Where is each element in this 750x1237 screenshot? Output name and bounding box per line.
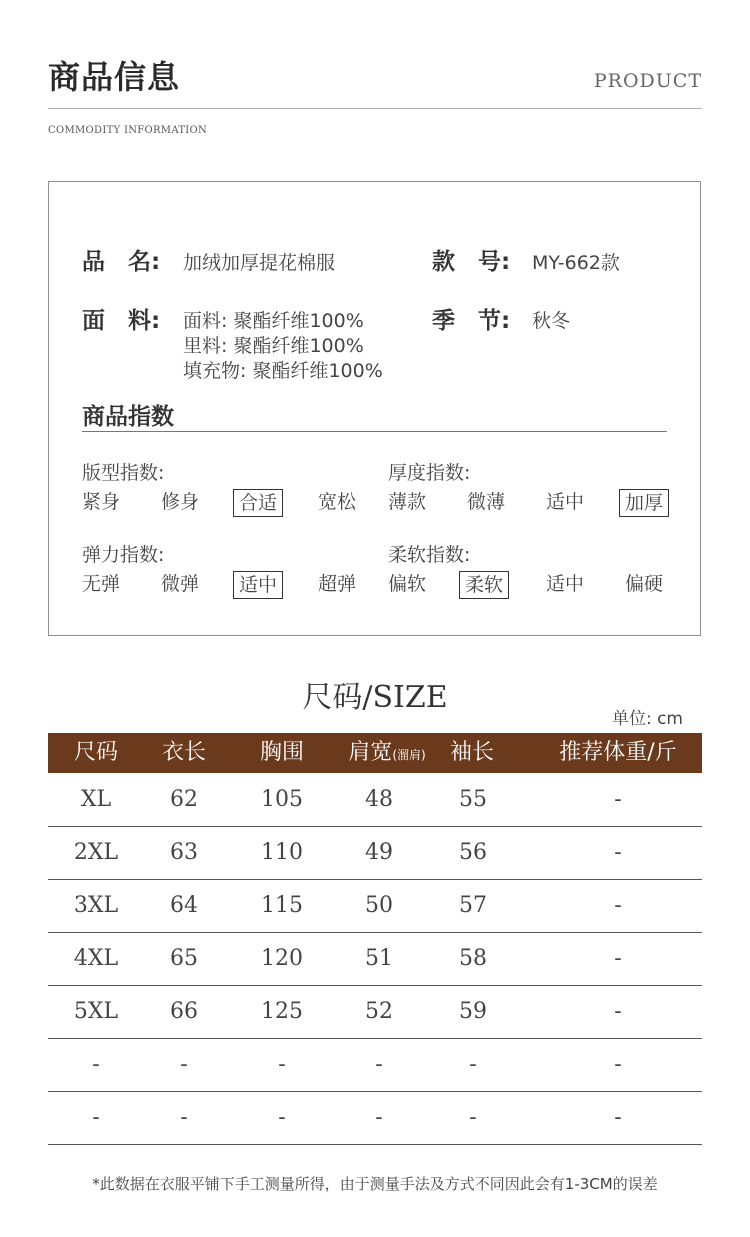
name-label: 品 名: xyxy=(82,249,161,275)
elasticity-option: 无弹 xyxy=(82,573,121,595)
table-cell: - xyxy=(278,1052,286,1077)
table-cell: - xyxy=(375,1052,383,1077)
table-cell: 49 xyxy=(365,840,393,865)
fit-index-label: 版型指数: xyxy=(82,462,165,484)
thickness-index-label: 厚度指数: xyxy=(388,462,471,484)
elasticity-option-selected: 适中 xyxy=(233,571,283,599)
table-cell: 105 xyxy=(261,787,303,812)
table-cell: 110 xyxy=(261,840,303,865)
fit-option: 紧身 xyxy=(82,491,121,513)
softness-option: 偏硬 xyxy=(625,573,664,595)
fit-option: 宽松 xyxy=(318,491,357,513)
fit-option: 修身 xyxy=(161,491,200,513)
fit-option-selected: 合适 xyxy=(233,489,283,517)
col-weight: 推荐体重/斤 xyxy=(559,740,677,765)
table-cell: 120 xyxy=(261,946,303,971)
softness-option: 适中 xyxy=(546,573,585,595)
table-cell: - xyxy=(180,1052,188,1077)
page-subtitle: COMMODITY INFORMATION xyxy=(48,125,208,136)
table-cell: 63 xyxy=(170,840,198,865)
style-value: MY-662款 xyxy=(532,252,620,274)
col-length: 衣长 xyxy=(161,740,206,765)
table-cell: - xyxy=(614,999,622,1024)
season-value: 秋冬 xyxy=(532,310,571,332)
fabric-label: 面 料: xyxy=(82,308,161,334)
table-cell: 66 xyxy=(170,999,198,1024)
name-value: 加绒加厚提花棉服 xyxy=(183,252,336,274)
table-cell: - xyxy=(469,1105,477,1130)
elasticity-option: 超弹 xyxy=(318,573,357,595)
col-shoulder-label: 肩宽 xyxy=(348,740,393,765)
fabric-line-lining: 里料: 聚酯纤维100% xyxy=(183,335,364,357)
table-cell: 56 xyxy=(459,840,487,865)
fabric-line-outer: 面料: 聚酯纤维100% xyxy=(183,310,364,332)
table-cell: 5XL xyxy=(73,999,119,1024)
size-title: 尺码/SIZE xyxy=(302,680,448,715)
table-cell: 59 xyxy=(459,999,487,1024)
col-chest: 胸围 xyxy=(259,740,304,765)
fabric-line-filling: 填充物: 聚酯纤维100% xyxy=(183,360,383,382)
thickness-option-selected: 加厚 xyxy=(619,489,669,517)
table-cell: - xyxy=(375,1105,383,1130)
table-cell: - xyxy=(278,1105,286,1130)
table-cell: 65 xyxy=(170,946,198,971)
table-cell: - xyxy=(92,1052,100,1077)
thickness-option: 微薄 xyxy=(467,491,506,513)
softness-option-selected: 柔软 xyxy=(459,571,509,599)
softness-option: 偏软 xyxy=(388,573,427,595)
table-cell: 57 xyxy=(459,893,487,918)
col-size: 尺码 xyxy=(73,740,118,765)
table-cell: - xyxy=(614,1052,622,1077)
table-row xyxy=(48,827,702,880)
table-cell: 4XL xyxy=(73,946,119,971)
table-cell: 2XL xyxy=(73,840,119,865)
col-sleeve: 袖长 xyxy=(449,740,494,765)
table-cell: 48 xyxy=(365,787,393,812)
table-cell: - xyxy=(614,893,622,918)
page-title: 商品信息 xyxy=(48,58,181,96)
table-cell: - xyxy=(180,1105,188,1130)
unit-label: 单位: cm xyxy=(611,709,683,729)
table-cell: - xyxy=(469,1052,477,1077)
table-cell: - xyxy=(614,946,622,971)
table-row xyxy=(48,880,702,933)
header-divider xyxy=(48,108,702,109)
size-table-header xyxy=(48,733,702,773)
table-cell: 58 xyxy=(459,946,487,971)
table-row xyxy=(48,1092,702,1145)
table-row xyxy=(48,1039,702,1092)
product-label: PRODUCT xyxy=(593,70,702,92)
table-cell: - xyxy=(614,1105,622,1130)
style-label: 款 号: xyxy=(432,249,511,275)
thickness-option: 薄款 xyxy=(388,491,427,513)
table-cell: 51 xyxy=(365,946,393,971)
table-cell: 62 xyxy=(170,787,198,812)
thickness-option: 适中 xyxy=(546,491,585,513)
elasticity-index-label: 弹力指数: xyxy=(82,544,165,566)
table-cell: 115 xyxy=(261,893,303,918)
table-cell: - xyxy=(614,787,622,812)
measurement-note: *此数据在衣服平铺下手工测量所得，由于测量手法及方式不同因此会有1-3CM的误差 xyxy=(92,1175,658,1193)
elasticity-option: 微弹 xyxy=(161,573,200,595)
table-cell: 55 xyxy=(459,787,487,812)
table-cell: 64 xyxy=(170,893,198,918)
table-cell: 125 xyxy=(261,999,303,1024)
table-cell: 52 xyxy=(365,999,393,1024)
index-divider xyxy=(82,431,667,432)
softness-index-label: 柔软指数: xyxy=(388,544,471,566)
table-row xyxy=(48,774,702,827)
table-cell: - xyxy=(614,840,622,865)
table-cell: 50 xyxy=(365,893,393,918)
table-row xyxy=(48,933,702,986)
index-title: 商品指数 xyxy=(82,404,174,430)
table-cell: - xyxy=(92,1105,100,1130)
col-shoulder-note: (溜肩) xyxy=(392,748,426,762)
table-cell: 3XL xyxy=(73,893,119,918)
season-label: 季 节: xyxy=(432,308,511,334)
col-shoulder xyxy=(332,733,442,773)
table-cell: XL xyxy=(80,787,112,812)
table-row xyxy=(48,986,702,1039)
